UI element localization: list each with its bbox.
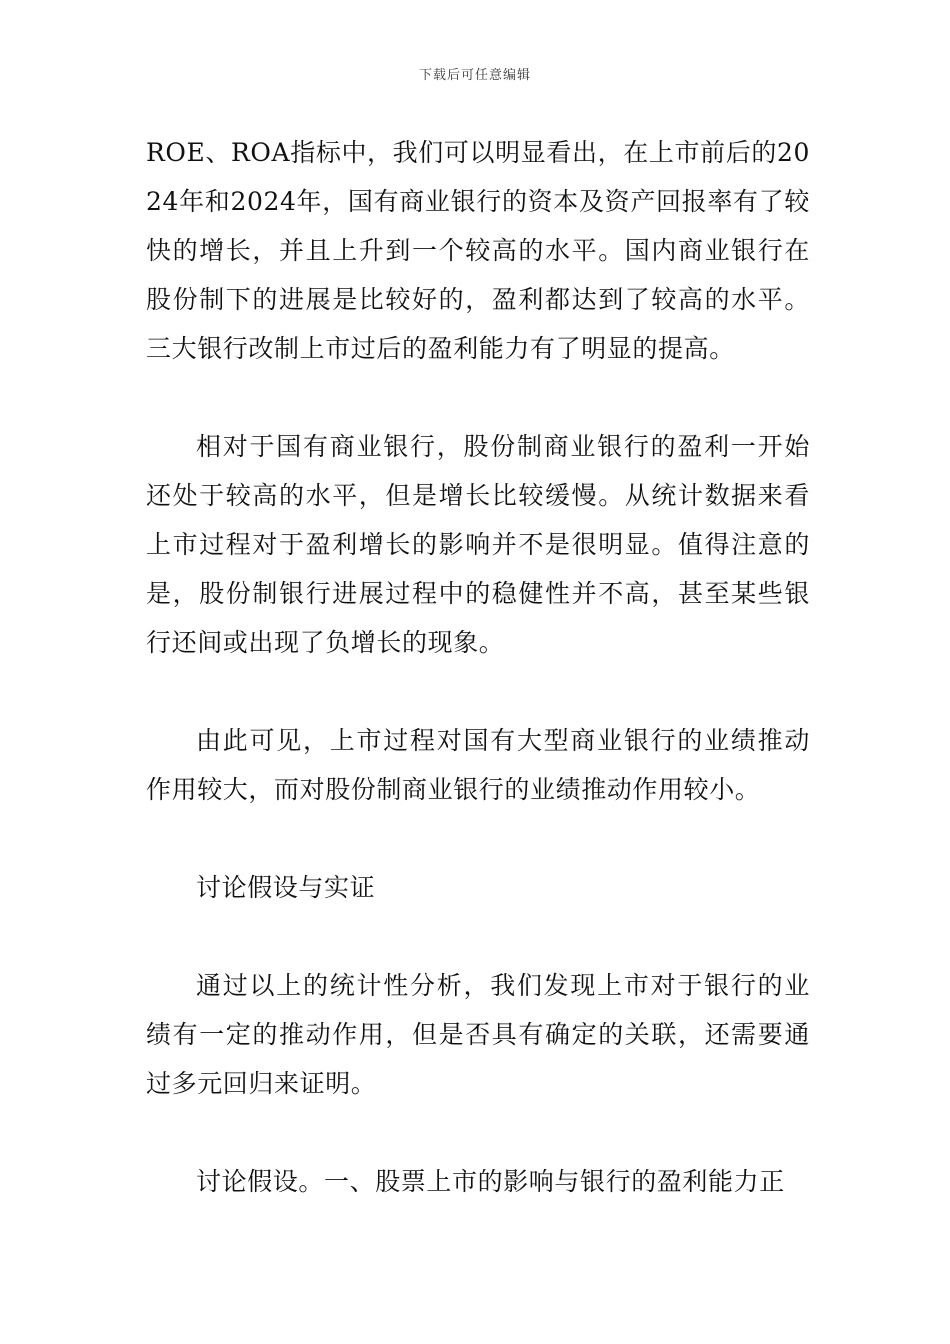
paragraph-conclusion: 由此可见，上市过程对国有大型商业银行的业绩推动作用较大，而对股份制商业银行的业绩推动作用较小。: [146, 726, 810, 804]
paragraph-gap: [146, 667, 810, 716]
paragraph-hypothesis: 讨论假设。一、股票上市的影响与银行的盈利能力正: [196, 1167, 785, 1196]
paragraph-gap: [146, 814, 810, 863]
paragraph-statistical-analysis: 通过以上的统计性分析，我们发现上市对于银行的业绩有一定的推动作用，但是否具有确定的关联，还需要通过多元回归来证明。: [146, 971, 810, 1098]
document-body: [146, 128, 810, 1206]
paragraph-gap: [146, 912, 810, 961]
section-heading: 讨论假设与实证: [196, 873, 376, 902]
paragraph-roe-roa: ROE、ROA指标中，我们可以明显看出，在上市前后的2024年和2024年，国有商业银行的资本及资产回报率有了较快的增长，并且上升到一个较高的水平。国内商业银行在股份制下的进展是比较好的，盈利都达到了较高的水平。三大银行改制上市过后的盈利能力有了明显的提高。: [146, 138, 810, 363]
paragraph-gap: [146, 1108, 810, 1157]
paragraph-gap: [146, 373, 810, 422]
page-header: 下载后可任意编辑: [418, 68, 531, 83]
paragraph-joint-stock-banks: 相对于国有商业银行，股份制商业银行的盈利一开始还处于较高的水平，但是增长比较缓慢。从统计数据来看上市过程对于盈利增长的影响并不是很明显。值得注意的是，股份制银行进展过程中的稳健性并不高，甚至某些银行还间或出现了负增长的现象。: [146, 432, 810, 657]
